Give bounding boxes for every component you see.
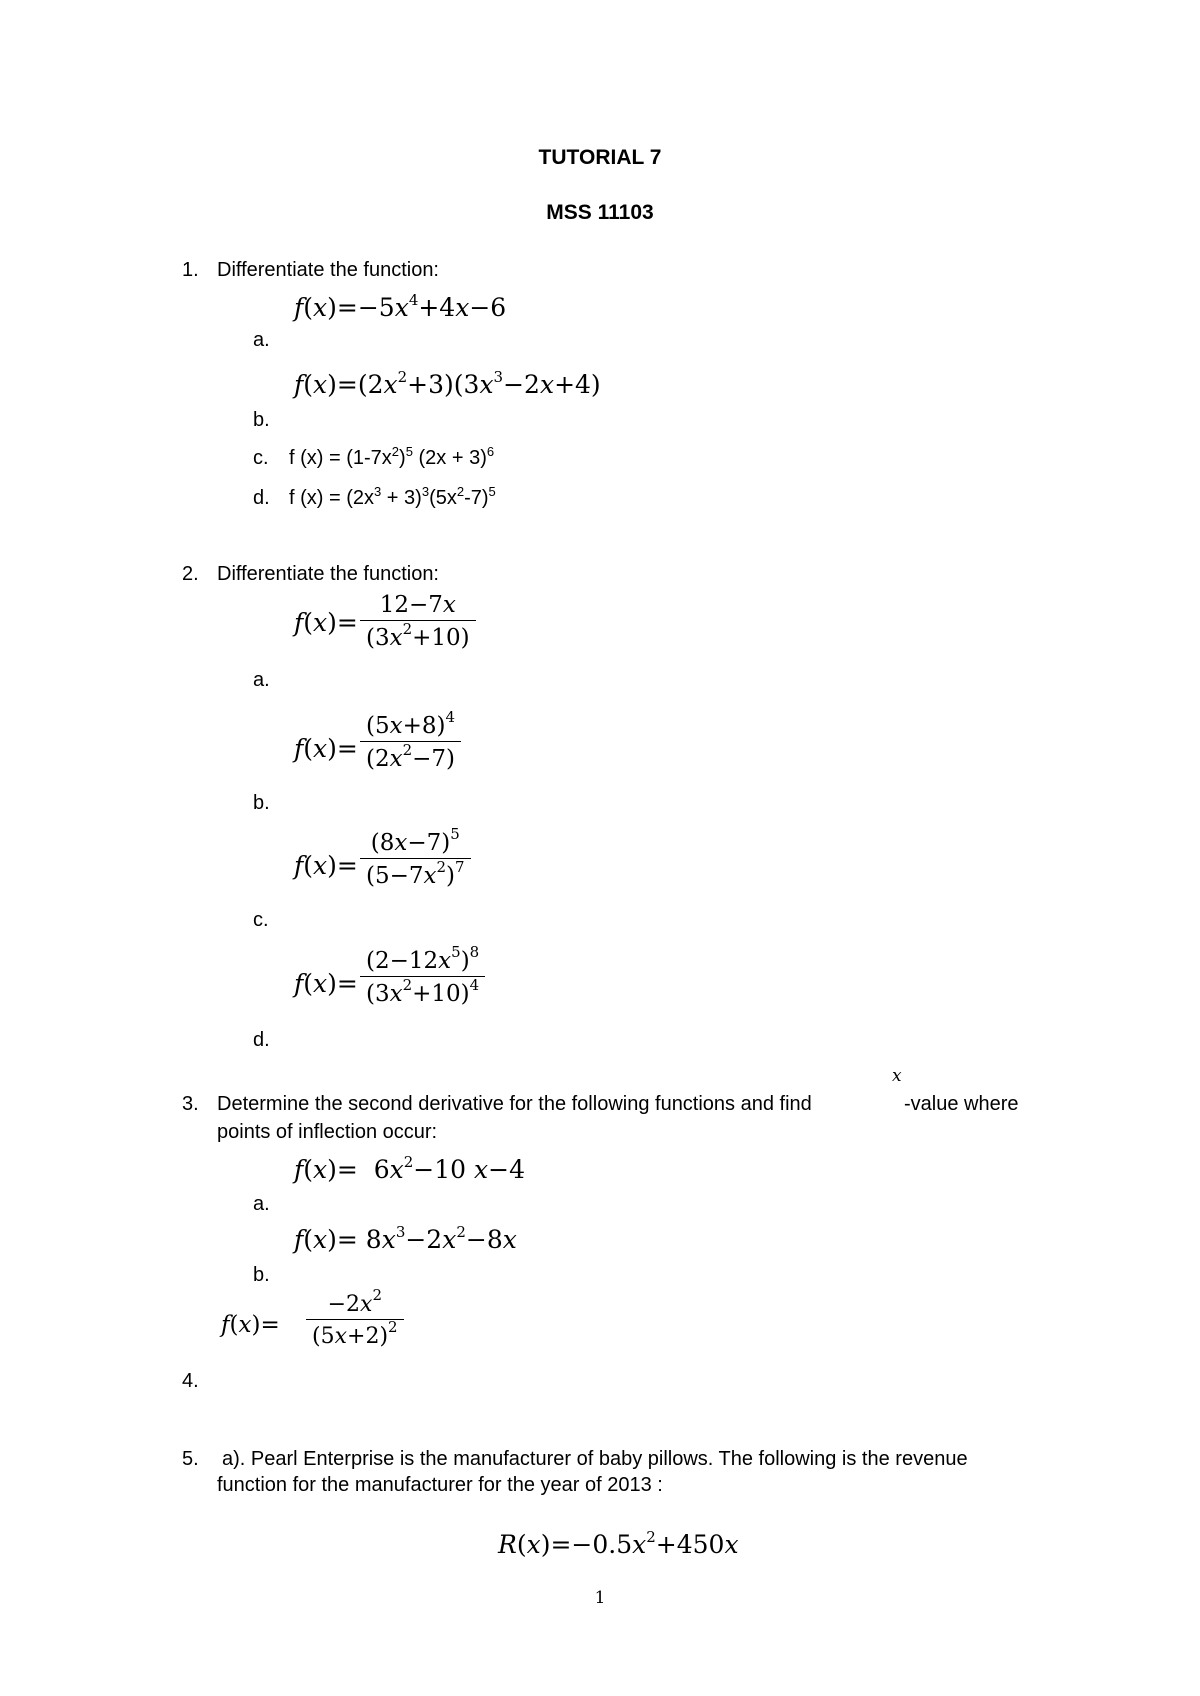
q2-a-fraction: $\frac{12-7x}{(3x^2+10)}$	[360, 592, 476, 651]
q2-b-lhs: f(x)=	[294, 734, 358, 763]
q2-prompt: Differentiate the function:	[217, 563, 439, 585]
q1-d-expression: f $(x) = (2x^3 + 3)^3(5x^2-7)^5$	[289, 484, 496, 509]
q1-b-label: b.	[253, 409, 270, 431]
q1-d-label: d.	[253, 487, 270, 509]
q3-x-symbol: x	[892, 1066, 902, 1086]
q2-a-label: a.	[253, 669, 270, 691]
q1-c-expression: f $(x) = (1-7x^2)^5$ $(2x + 3)^6$	[289, 444, 495, 469]
q1-number: 1.	[182, 259, 199, 281]
q2-c-lhs: f(x)=	[294, 851, 358, 880]
q1-c-label: c.	[253, 447, 269, 469]
q4-number: 4.	[182, 1370, 199, 1392]
q2-c-label: c.	[253, 909, 269, 931]
q2-d-label: d.	[253, 1029, 270, 1051]
q3-b-label: b.	[253, 1264, 270, 1286]
q1-a-label: a.	[253, 329, 270, 351]
q2-d-fraction: $\frac{(2-12x^5)^8}{(3x^2+10)^4}$	[360, 948, 485, 1007]
document-title: TUTORIAL 7	[538, 146, 662, 169]
q3-a-label: a.	[253, 1193, 270, 1215]
q4-lhs: f(x)=	[221, 1312, 280, 1338]
q3-b-expression: $f(x)= 8x^3-2x^2-8x$	[294, 1223, 517, 1254]
q3-prompt-line2: points of inflection occur:	[217, 1121, 438, 1143]
q4-fraction: $\frac{-2x^2}{(5x+2)^2}$	[306, 1292, 404, 1349]
q5-line1: a). Pearl Enterprise is the manufacturer of baby pillows. The following is the revenue	[222, 1448, 968, 1470]
q2-a-lhs: f(x)=	[294, 608, 358, 637]
q3-prompt-part1: Determine the second derivative for the following functions and find	[217, 1093, 812, 1115]
q5-number: 5.	[182, 1448, 199, 1470]
q1-a-expression: $f(x)=-5x^4+4x-6$	[294, 291, 507, 322]
course-code: MSS 11103	[546, 201, 654, 224]
q1-prompt: Differentiate the function:	[217, 259, 439, 281]
q3-a-expression: $f(x)= 6x^2-10$ x−4	[294, 1153, 525, 1184]
q3-number: 3.	[182, 1093, 199, 1115]
q2-d-lhs: f(x)=	[294, 969, 358, 998]
page-number: 1	[594, 1588, 606, 1608]
q2-c-fraction: $\frac{(8x-7)^5}{(5-7x^2)^7}$	[360, 830, 471, 889]
q1-b-expression: $f(x)=(2x^2+3)(3x^3-2x+4)$	[294, 368, 601, 399]
q2-number: 2.	[182, 563, 199, 585]
q5-line2: function for the manufacturer for the year of 2013 :	[217, 1474, 663, 1496]
q2-b-label: b.	[253, 792, 270, 814]
q3-prompt-part2: -value where	[904, 1093, 1019, 1115]
q2-b-fraction: $\frac{(5x+8)^4}{(2x^2-7)}$	[360, 713, 461, 772]
q5-revenue-expression: $R(x)=-0.5x^2+450x$	[498, 1528, 739, 1559]
